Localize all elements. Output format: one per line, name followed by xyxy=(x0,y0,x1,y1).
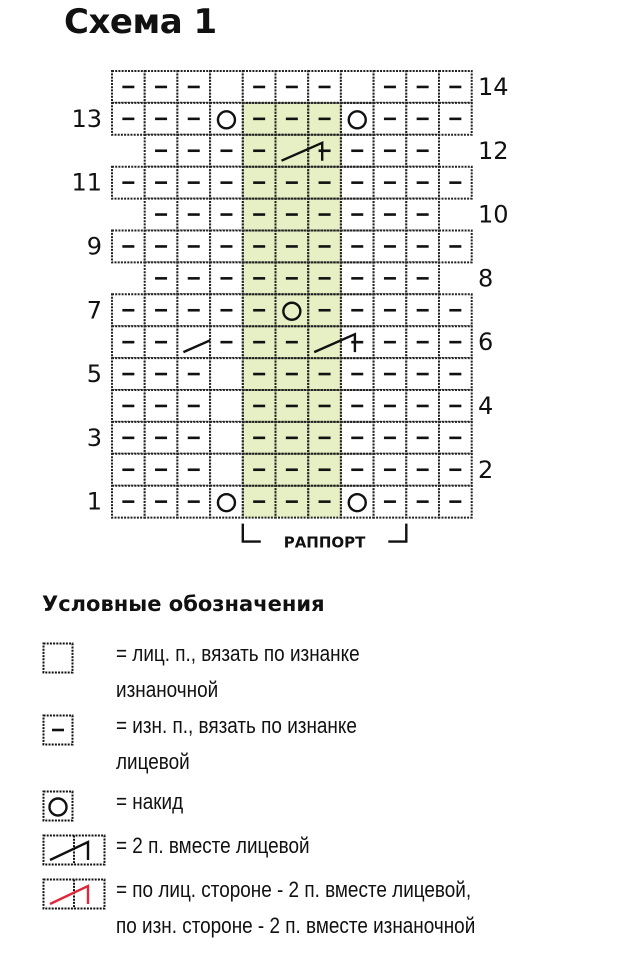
chart-cell xyxy=(341,486,374,518)
chart-cell xyxy=(341,103,374,135)
row-number-left: 7 xyxy=(86,296,102,325)
legend-line: = по лиц. стороне - 2 п. вместе лицевой, xyxy=(116,877,472,902)
chart-cell xyxy=(210,358,243,390)
chart-title: Схема 1 xyxy=(64,2,217,42)
row-number-right: 4 xyxy=(478,391,494,420)
knit-icon xyxy=(42,642,74,674)
row-number-left: 9 xyxy=(86,232,102,261)
row-number-left: 3 xyxy=(86,423,102,452)
legend-text xyxy=(116,784,183,820)
legend-heading: Условные обозначения xyxy=(42,592,325,616)
row-number-right: 14 xyxy=(478,72,509,101)
legend-line: изнаночной xyxy=(116,677,219,702)
legend-line: лицевой xyxy=(116,749,190,774)
purl-icon xyxy=(42,714,74,746)
row-number-right: 2 xyxy=(478,455,494,484)
row-number-right: 8 xyxy=(478,264,494,293)
chart-cell xyxy=(210,103,243,135)
legend-text xyxy=(116,708,357,780)
row-number-right: 10 xyxy=(478,200,509,229)
legend-text xyxy=(116,872,475,944)
row-number-left: 13 xyxy=(71,104,102,133)
chart-cell xyxy=(210,71,243,103)
legend-text xyxy=(116,828,310,864)
legend-line: по изн. стороне - 2 п. вместе изнаночной xyxy=(116,913,476,938)
chart-cell xyxy=(341,71,374,103)
legend-line: = 2 п. вместе лицевой xyxy=(116,833,310,858)
chart-cell xyxy=(210,454,243,486)
row-number-left: 11 xyxy=(71,168,102,197)
k2tog-red-icon xyxy=(42,878,106,910)
yarnover-icon xyxy=(42,790,74,822)
yarnover-circle xyxy=(349,111,366,128)
repeat-label: РАППОРТ xyxy=(283,533,366,552)
yarnover-circle xyxy=(349,494,366,511)
legend-text xyxy=(116,636,360,708)
chart-cell xyxy=(210,390,243,422)
k2tog-icon xyxy=(42,834,106,866)
legend-line: = лиц. п., вязать по изнанке xyxy=(116,641,360,666)
repeat-bracket-right xyxy=(388,524,406,542)
row-number-left: 5 xyxy=(86,360,102,389)
row-number-left: 1 xyxy=(86,487,102,516)
legend-line: = накид xyxy=(116,789,184,814)
legend-line: = изн. п., вязать по изнанке xyxy=(116,713,357,738)
chart-cell xyxy=(210,486,243,518)
chart-cell xyxy=(210,422,243,454)
row-number-right: 12 xyxy=(478,136,509,165)
repeat-bracket-left xyxy=(243,524,261,542)
row-number-right: 6 xyxy=(478,328,494,357)
